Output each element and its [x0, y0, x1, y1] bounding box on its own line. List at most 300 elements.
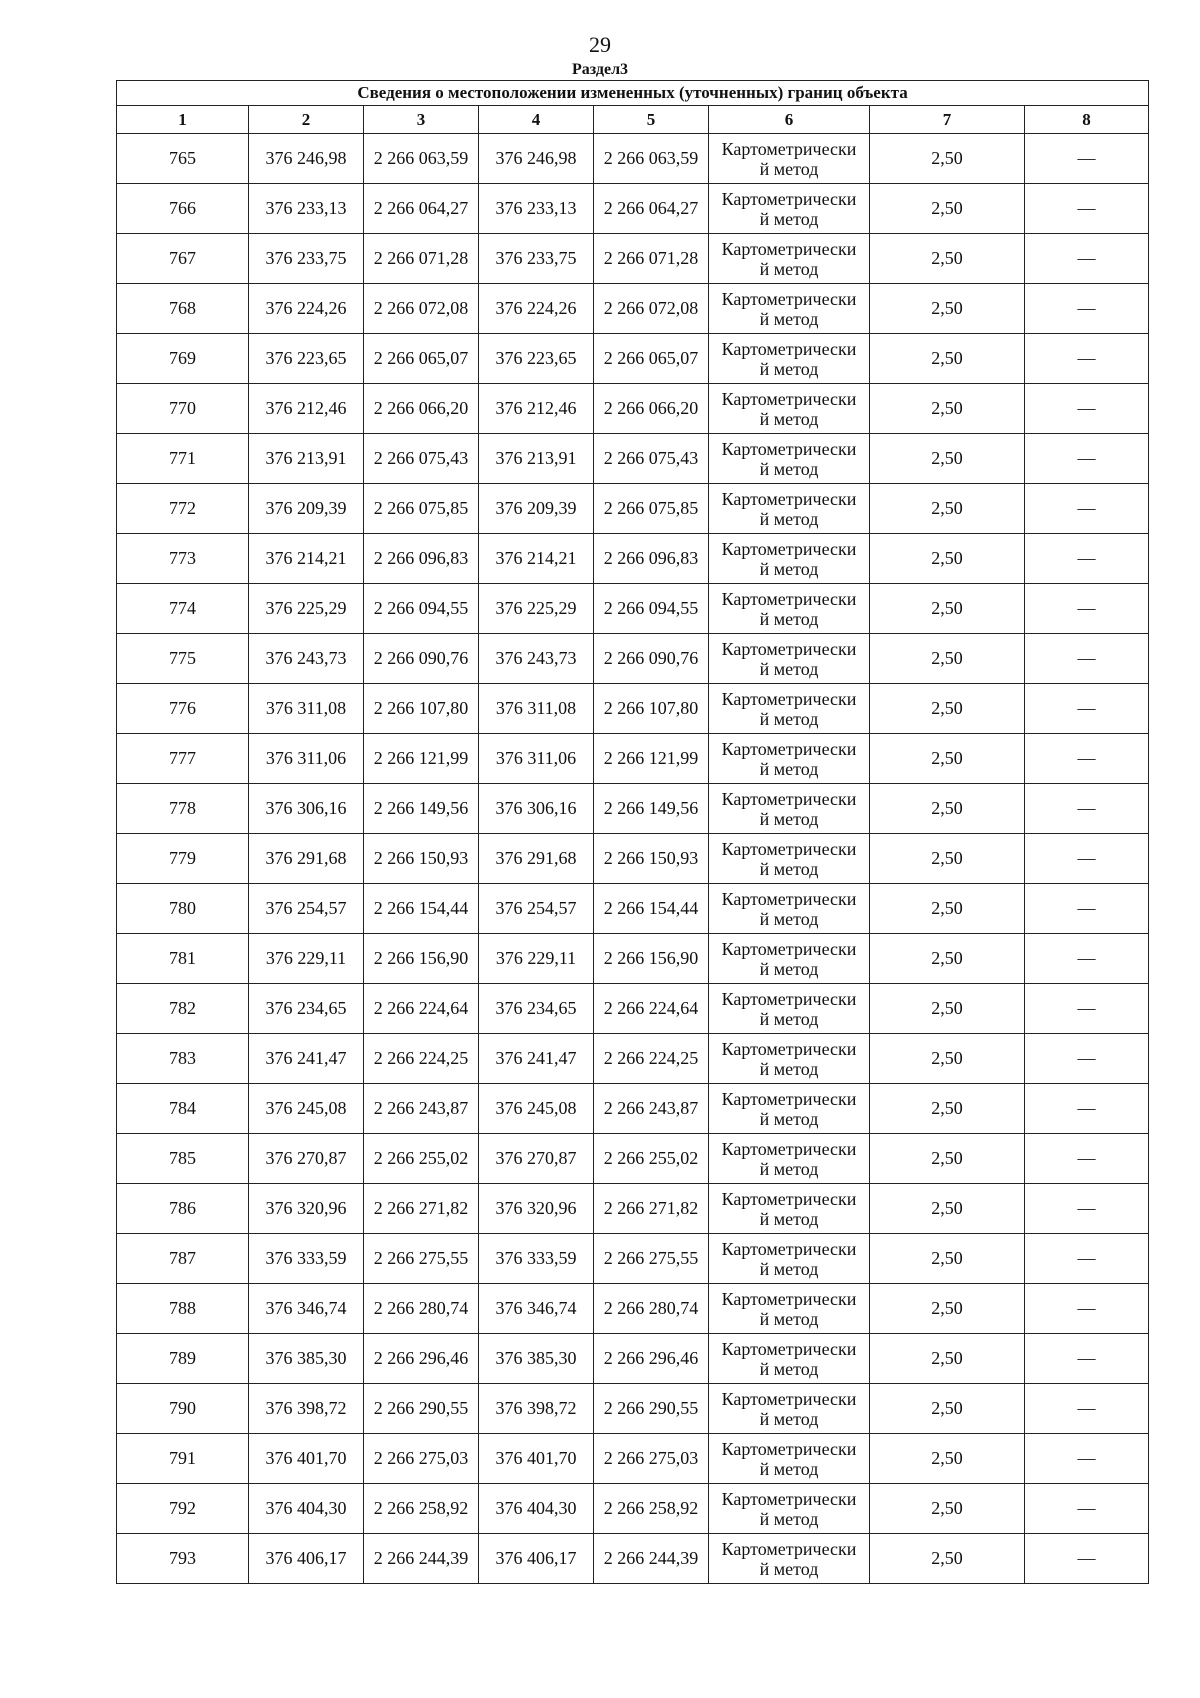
- accuracy-cell: 2,50: [870, 484, 1025, 534]
- existing-x-cell: 376 212,46: [249, 384, 364, 434]
- point-number-cell: 782: [117, 984, 249, 1034]
- refined-x-cell: 376 385,30: [479, 1334, 594, 1384]
- refined-y-cell: 2 266 271,82: [594, 1184, 709, 1234]
- point-number-cell: 793: [117, 1534, 249, 1584]
- existing-x-cell: 376 406,17: [249, 1534, 364, 1584]
- table-row: [117, 1234, 1149, 1284]
- accuracy-cell: 2,50: [870, 234, 1025, 284]
- method-line-1: Картометрически: [721, 1338, 857, 1359]
- refined-x-cell: 376 406,17: [479, 1534, 594, 1584]
- method-cell: [709, 784, 870, 834]
- note-cell: —: [1025, 834, 1149, 884]
- method-line-1: Картометрически: [721, 1038, 857, 1059]
- method-line-2: й метод: [759, 1058, 819, 1079]
- note-cell: —: [1025, 634, 1149, 684]
- existing-x-cell: 376 245,08: [249, 1084, 364, 1134]
- method-line-1: Картометрически: [721, 238, 857, 259]
- table-caption: Сведения о местоположении измененных (уточненных) границ объекта: [117, 81, 1149, 106]
- point-number-cell: 776: [117, 684, 249, 734]
- table-row: [117, 384, 1149, 434]
- method-cell: [709, 1134, 870, 1184]
- method-line-1: Картометрически: [721, 1388, 857, 1409]
- refined-y-cell: 2 266 154,44: [594, 884, 709, 934]
- column-header: 8: [1025, 106, 1149, 134]
- existing-y-cell: 2 266 275,03: [364, 1434, 479, 1484]
- note-cell: —: [1025, 584, 1149, 634]
- page-number: 29: [589, 32, 611, 57]
- existing-x-cell: 376 234,65: [249, 984, 364, 1034]
- method-cell: [709, 484, 870, 534]
- existing-y-cell: 2 266 280,74: [364, 1284, 479, 1334]
- point-number-cell: 783: [117, 1034, 249, 1084]
- method-line-1: Картометрически: [721, 638, 857, 659]
- note-cell: —: [1025, 884, 1149, 934]
- method-line-2: й метод: [759, 258, 819, 279]
- method-cell: [709, 734, 870, 784]
- existing-x-cell: 376 209,39: [249, 484, 364, 534]
- method-line-1: Картометрически: [721, 1138, 857, 1159]
- column-header: 6: [709, 106, 870, 134]
- existing-x-cell: 376 224,26: [249, 284, 364, 334]
- refined-x-cell: 376 224,26: [479, 284, 594, 334]
- method-line-2: й метод: [759, 1358, 819, 1379]
- existing-y-cell: 2 266 224,25: [364, 1034, 479, 1084]
- method-line-1: Картометрически: [721, 1538, 857, 1559]
- method-cell: [709, 134, 870, 184]
- note-cell: —: [1025, 934, 1149, 984]
- method-line-2: й метод: [759, 1458, 819, 1479]
- accuracy-cell: 2,50: [870, 634, 1025, 684]
- method-line-1: Картометрически: [721, 588, 857, 609]
- existing-x-cell: 376 398,72: [249, 1384, 364, 1434]
- method-line-2: й метод: [759, 1108, 819, 1129]
- refined-y-cell: 2 266 075,43: [594, 434, 709, 484]
- table-row: [117, 434, 1149, 484]
- method-cell: [709, 634, 870, 684]
- note-cell: —: [1025, 284, 1149, 334]
- refined-y-cell: 2 266 096,83: [594, 534, 709, 584]
- point-number-cell: 768: [117, 284, 249, 334]
- method-cell: [709, 1534, 870, 1584]
- method-line-2: й метод: [759, 858, 819, 879]
- method-line-2: й метод: [759, 1008, 819, 1029]
- method-line-2: й метод: [759, 1408, 819, 1429]
- method-line-1: Картометрически: [721, 688, 857, 709]
- note-cell: —: [1025, 1384, 1149, 1434]
- accuracy-cell: 2,50: [870, 834, 1025, 884]
- method-cell: [709, 434, 870, 484]
- existing-y-cell: 2 266 244,39: [364, 1534, 479, 1584]
- refined-y-cell: 2 266 150,93: [594, 834, 709, 884]
- refined-y-cell: 2 266 243,87: [594, 1084, 709, 1134]
- method-cell: [709, 1334, 870, 1384]
- existing-y-cell: 2 266 224,64: [364, 984, 479, 1034]
- method-line-2: й метод: [759, 558, 819, 579]
- table-row: [117, 1284, 1149, 1334]
- method-cell: [709, 534, 870, 584]
- column-header: 5: [594, 106, 709, 134]
- table-row: [117, 134, 1149, 184]
- note-cell: —: [1025, 1334, 1149, 1384]
- point-number-cell: 770: [117, 384, 249, 434]
- table-row: [117, 684, 1149, 734]
- method-line-2: й метод: [759, 358, 819, 379]
- point-number-cell: 775: [117, 634, 249, 684]
- method-cell: [709, 1434, 870, 1484]
- method-line-2: й метод: [759, 808, 819, 829]
- point-number-cell: 787: [117, 1234, 249, 1284]
- table-row: [117, 234, 1149, 284]
- method-line-1: Картометрически: [721, 188, 857, 209]
- method-line-2: й метод: [759, 158, 819, 179]
- existing-y-cell: 2 266 063,59: [364, 134, 479, 184]
- method-line-1: Картометрически: [721, 1288, 857, 1309]
- method-line-1: Картометрически: [721, 738, 857, 759]
- existing-y-cell: 2 266 072,08: [364, 284, 479, 334]
- method-line-2: й метод: [759, 1258, 819, 1279]
- refined-y-cell: 2 266 063,59: [594, 134, 709, 184]
- method-line-2: й метод: [759, 408, 819, 429]
- point-number-cell: 779: [117, 834, 249, 884]
- existing-x-cell: 376 214,21: [249, 534, 364, 584]
- refined-x-cell: 376 233,75: [479, 234, 594, 284]
- existing-x-cell: 376 241,47: [249, 1034, 364, 1084]
- existing-y-cell: 2 266 156,90: [364, 934, 479, 984]
- column-header: 4: [479, 106, 594, 134]
- method-cell: [709, 1484, 870, 1534]
- table-row: [117, 534, 1149, 584]
- method-cell: [709, 1284, 870, 1334]
- table-row: [117, 1084, 1149, 1134]
- method-cell: [709, 1084, 870, 1134]
- note-cell: —: [1025, 734, 1149, 784]
- method-cell: [709, 584, 870, 634]
- accuracy-cell: 2,50: [870, 1184, 1025, 1234]
- table-row: [117, 1434, 1149, 1484]
- refined-x-cell: 376 225,29: [479, 584, 594, 634]
- refined-y-cell: 2 266 296,46: [594, 1334, 709, 1384]
- refined-y-cell: 2 266 065,07: [594, 334, 709, 384]
- table-row: [117, 634, 1149, 684]
- table-row: [117, 1484, 1149, 1534]
- refined-x-cell: 376 245,08: [479, 1084, 594, 1134]
- existing-y-cell: 2 266 064,27: [364, 184, 479, 234]
- refined-y-cell: 2 266 107,80: [594, 684, 709, 734]
- refined-y-cell: 2 266 121,99: [594, 734, 709, 784]
- method-line-1: Картометрически: [721, 838, 857, 859]
- table-row: [117, 1384, 1149, 1434]
- note-cell: —: [1025, 1534, 1149, 1584]
- existing-y-cell: 2 266 258,92: [364, 1484, 479, 1534]
- existing-x-cell: 376 270,87: [249, 1134, 364, 1184]
- existing-x-cell: 376 311,08: [249, 684, 364, 734]
- method-line-1: Картометрически: [721, 988, 857, 1009]
- existing-y-cell: 2 266 071,28: [364, 234, 479, 284]
- coordinates-table: [116, 80, 1149, 1584]
- accuracy-cell: 2,50: [870, 184, 1025, 234]
- accuracy-cell: 2,50: [870, 284, 1025, 334]
- accuracy-cell: 2,50: [870, 784, 1025, 834]
- existing-x-cell: 376 225,29: [249, 584, 364, 634]
- note-cell: —: [1025, 1434, 1149, 1484]
- table-row: [117, 1134, 1149, 1184]
- refined-y-cell: 2 266 075,85: [594, 484, 709, 534]
- refined-y-cell: 2 266 066,20: [594, 384, 709, 434]
- table-row: [117, 334, 1149, 384]
- point-number-cell: 790: [117, 1384, 249, 1434]
- accuracy-cell: 2,50: [870, 1134, 1025, 1184]
- method-line-1: Картометрически: [721, 388, 857, 409]
- table-row: [117, 934, 1149, 984]
- table-row: [117, 584, 1149, 634]
- existing-y-cell: 2 266 149,56: [364, 784, 479, 834]
- existing-y-cell: 2 266 255,02: [364, 1134, 479, 1184]
- accuracy-cell: 2,50: [870, 1434, 1025, 1484]
- accuracy-cell: 2,50: [870, 384, 1025, 434]
- method-cell: [709, 984, 870, 1034]
- refined-x-cell: 376 306,16: [479, 784, 594, 834]
- existing-x-cell: 376 233,75: [249, 234, 364, 284]
- refined-y-cell: 2 266 071,28: [594, 234, 709, 284]
- method-line-1: Картометрически: [721, 1238, 857, 1259]
- refined-x-cell: 376 333,59: [479, 1234, 594, 1284]
- accuracy-cell: 2,50: [870, 1234, 1025, 1284]
- existing-x-cell: 376 213,91: [249, 434, 364, 484]
- point-number-cell: 773: [117, 534, 249, 584]
- accuracy-cell: 2,50: [870, 884, 1025, 934]
- method-line-2: й метод: [759, 1208, 819, 1229]
- refined-x-cell: 376 270,87: [479, 1134, 594, 1184]
- existing-x-cell: 376 233,13: [249, 184, 364, 234]
- method-cell: [709, 384, 870, 434]
- method-cell: [709, 234, 870, 284]
- column-header: 1: [117, 106, 249, 134]
- method-line-1: Картометрически: [721, 488, 857, 509]
- refined-x-cell: 376 291,68: [479, 834, 594, 884]
- refined-x-cell: 376 254,57: [479, 884, 594, 934]
- method-line-1: Картометрически: [721, 1088, 857, 1109]
- existing-x-cell: 376 401,70: [249, 1434, 364, 1484]
- refined-x-cell: 376 233,13: [479, 184, 594, 234]
- refined-y-cell: 2 266 275,03: [594, 1434, 709, 1484]
- existing-y-cell: 2 266 121,99: [364, 734, 479, 784]
- method-line-2: й метод: [759, 958, 819, 979]
- refined-x-cell: 376 401,70: [479, 1434, 594, 1484]
- point-number-cell: 767: [117, 234, 249, 284]
- accuracy-cell: 2,50: [870, 684, 1025, 734]
- existing-y-cell: 2 266 271,82: [364, 1184, 479, 1234]
- existing-y-cell: 2 266 094,55: [364, 584, 479, 634]
- note-cell: —: [1025, 334, 1149, 384]
- existing-x-cell: 376 254,57: [249, 884, 364, 934]
- existing-y-cell: 2 266 243,87: [364, 1084, 479, 1134]
- table-row: [117, 1334, 1149, 1384]
- existing-x-cell: 376 246,98: [249, 134, 364, 184]
- refined-x-cell: 376 214,21: [479, 534, 594, 584]
- note-cell: —: [1025, 1484, 1149, 1534]
- note-cell: —: [1025, 234, 1149, 284]
- existing-x-cell: 376 311,06: [249, 734, 364, 784]
- accuracy-cell: 2,50: [870, 734, 1025, 784]
- method-line-1: Картометрически: [721, 1188, 857, 1209]
- refined-y-cell: 2 266 094,55: [594, 584, 709, 634]
- refined-y-cell: 2 266 258,92: [594, 1484, 709, 1534]
- existing-y-cell: 2 266 065,07: [364, 334, 479, 384]
- point-number-cell: 765: [117, 134, 249, 184]
- refined-x-cell: 376 243,73: [479, 634, 594, 684]
- note-cell: —: [1025, 484, 1149, 534]
- note-cell: —: [1025, 384, 1149, 434]
- method-line-2: й метод: [759, 1508, 819, 1529]
- point-number-cell: 769: [117, 334, 249, 384]
- note-cell: —: [1025, 1084, 1149, 1134]
- point-number-cell: 780: [117, 884, 249, 934]
- refined-x-cell: 376 212,46: [479, 384, 594, 434]
- existing-x-cell: 376 320,96: [249, 1184, 364, 1234]
- method-cell: [709, 1234, 870, 1284]
- existing-y-cell: 2 266 290,55: [364, 1384, 479, 1434]
- existing-y-cell: 2 266 066,20: [364, 384, 479, 434]
- method-line-1: Картометрически: [721, 1438, 857, 1459]
- column-header: 2: [249, 106, 364, 134]
- method-cell: [709, 1034, 870, 1084]
- method-cell: [709, 1184, 870, 1234]
- table-row: [117, 884, 1149, 934]
- table-row: [117, 984, 1149, 1034]
- note-cell: —: [1025, 1284, 1149, 1334]
- method-line-1: Картометрически: [721, 788, 857, 809]
- method-line-1: Картометрически: [721, 288, 857, 309]
- method-cell: [709, 334, 870, 384]
- method-line-2: й метод: [759, 608, 819, 629]
- accuracy-cell: 2,50: [870, 1384, 1025, 1434]
- refined-x-cell: 376 320,96: [479, 1184, 594, 1234]
- accuracy-cell: 2,50: [870, 1334, 1025, 1384]
- note-cell: —: [1025, 534, 1149, 584]
- accuracy-cell: 2,50: [870, 534, 1025, 584]
- existing-x-cell: 376 229,11: [249, 934, 364, 984]
- point-number-cell: 778: [117, 784, 249, 834]
- accuracy-cell: 2,50: [870, 434, 1025, 484]
- existing-y-cell: 2 266 090,76: [364, 634, 479, 684]
- refined-x-cell: 376 398,72: [479, 1384, 594, 1434]
- existing-y-cell: 2 266 107,80: [364, 684, 479, 734]
- existing-y-cell: 2 266 296,46: [364, 1334, 479, 1384]
- method-cell: [709, 834, 870, 884]
- point-number-cell: 788: [117, 1284, 249, 1334]
- refined-x-cell: 376 223,65: [479, 334, 594, 384]
- method-cell: [709, 884, 870, 934]
- existing-y-cell: 2 266 154,44: [364, 884, 479, 934]
- note-cell: —: [1025, 1184, 1149, 1234]
- refined-y-cell: 2 266 072,08: [594, 284, 709, 334]
- refined-x-cell: 376 234,65: [479, 984, 594, 1034]
- refined-x-cell: 376 209,39: [479, 484, 594, 534]
- accuracy-cell: 2,50: [870, 1484, 1025, 1534]
- table-row: [117, 1034, 1149, 1084]
- method-line-2: й метод: [759, 1158, 819, 1179]
- note-cell: —: [1025, 184, 1149, 234]
- table-row: [117, 284, 1149, 334]
- existing-x-cell: 376 291,68: [249, 834, 364, 884]
- existing-x-cell: 376 385,30: [249, 1334, 364, 1384]
- note-cell: —: [1025, 984, 1149, 1034]
- accuracy-cell: 2,50: [870, 134, 1025, 184]
- existing-y-cell: 2 266 275,55: [364, 1234, 479, 1284]
- note-cell: —: [1025, 1234, 1149, 1284]
- method-line-2: й метод: [759, 308, 819, 329]
- point-number-cell: 786: [117, 1184, 249, 1234]
- method-line-1: Картометрически: [721, 138, 857, 159]
- accuracy-cell: 2,50: [870, 584, 1025, 634]
- refined-x-cell: 376 241,47: [479, 1034, 594, 1084]
- refined-y-cell: 2 266 224,25: [594, 1034, 709, 1084]
- accuracy-cell: 2,50: [870, 1534, 1025, 1584]
- refined-y-cell: 2 266 149,56: [594, 784, 709, 834]
- refined-y-cell: 2 266 090,76: [594, 634, 709, 684]
- method-cell: [709, 184, 870, 234]
- refined-y-cell: 2 266 290,55: [594, 1384, 709, 1434]
- method-cell: [709, 284, 870, 334]
- accuracy-cell: 2,50: [870, 1084, 1025, 1134]
- refined-y-cell: 2 266 255,02: [594, 1134, 709, 1184]
- method-line-1: Картометрически: [721, 938, 857, 959]
- refined-y-cell: 2 266 156,90: [594, 934, 709, 984]
- table-caption-row: [117, 81, 1149, 106]
- existing-x-cell: 376 333,59: [249, 1234, 364, 1284]
- method-cell: [709, 934, 870, 984]
- point-number-cell: 791: [117, 1434, 249, 1484]
- point-number-cell: 772: [117, 484, 249, 534]
- existing-y-cell: 2 266 150,93: [364, 834, 479, 884]
- accuracy-cell: 2,50: [870, 334, 1025, 384]
- refined-x-cell: 376 404,30: [479, 1484, 594, 1534]
- note-cell: —: [1025, 684, 1149, 734]
- section-title: Раздел3: [571, 61, 629, 78]
- method-line-2: й метод: [759, 458, 819, 479]
- existing-x-cell: 376 223,65: [249, 334, 364, 384]
- column-header: 3: [364, 106, 479, 134]
- point-number-cell: 774: [117, 584, 249, 634]
- refined-x-cell: 376 246,98: [479, 134, 594, 184]
- accuracy-cell: 2,50: [870, 1034, 1025, 1084]
- table-row: [117, 184, 1149, 234]
- existing-y-cell: 2 266 075,85: [364, 484, 479, 534]
- method-line-2: й метод: [759, 508, 819, 529]
- refined-y-cell: 2 266 244,39: [594, 1534, 709, 1584]
- note-cell: —: [1025, 784, 1149, 834]
- refined-x-cell: 376 229,11: [479, 934, 594, 984]
- point-number-cell: 766: [117, 184, 249, 234]
- refined-x-cell: 376 311,08: [479, 684, 594, 734]
- accuracy-cell: 2,50: [870, 934, 1025, 984]
- note-cell: —: [1025, 434, 1149, 484]
- method-line-2: й метод: [759, 1558, 819, 1579]
- method-line-2: й метод: [759, 758, 819, 779]
- existing-y-cell: 2 266 096,83: [364, 534, 479, 584]
- point-number-cell: 784: [117, 1084, 249, 1134]
- method-line-1: Картометрически: [721, 538, 857, 559]
- method-line-1: Картометрически: [721, 438, 857, 459]
- existing-x-cell: 376 306,16: [249, 784, 364, 834]
- point-number-cell: 777: [117, 734, 249, 784]
- point-number-cell: 785: [117, 1134, 249, 1184]
- note-cell: —: [1025, 134, 1149, 184]
- existing-y-cell: 2 266 075,43: [364, 434, 479, 484]
- method-line-2: й метод: [759, 658, 819, 679]
- method-cell: [709, 684, 870, 734]
- refined-y-cell: 2 266 275,55: [594, 1234, 709, 1284]
